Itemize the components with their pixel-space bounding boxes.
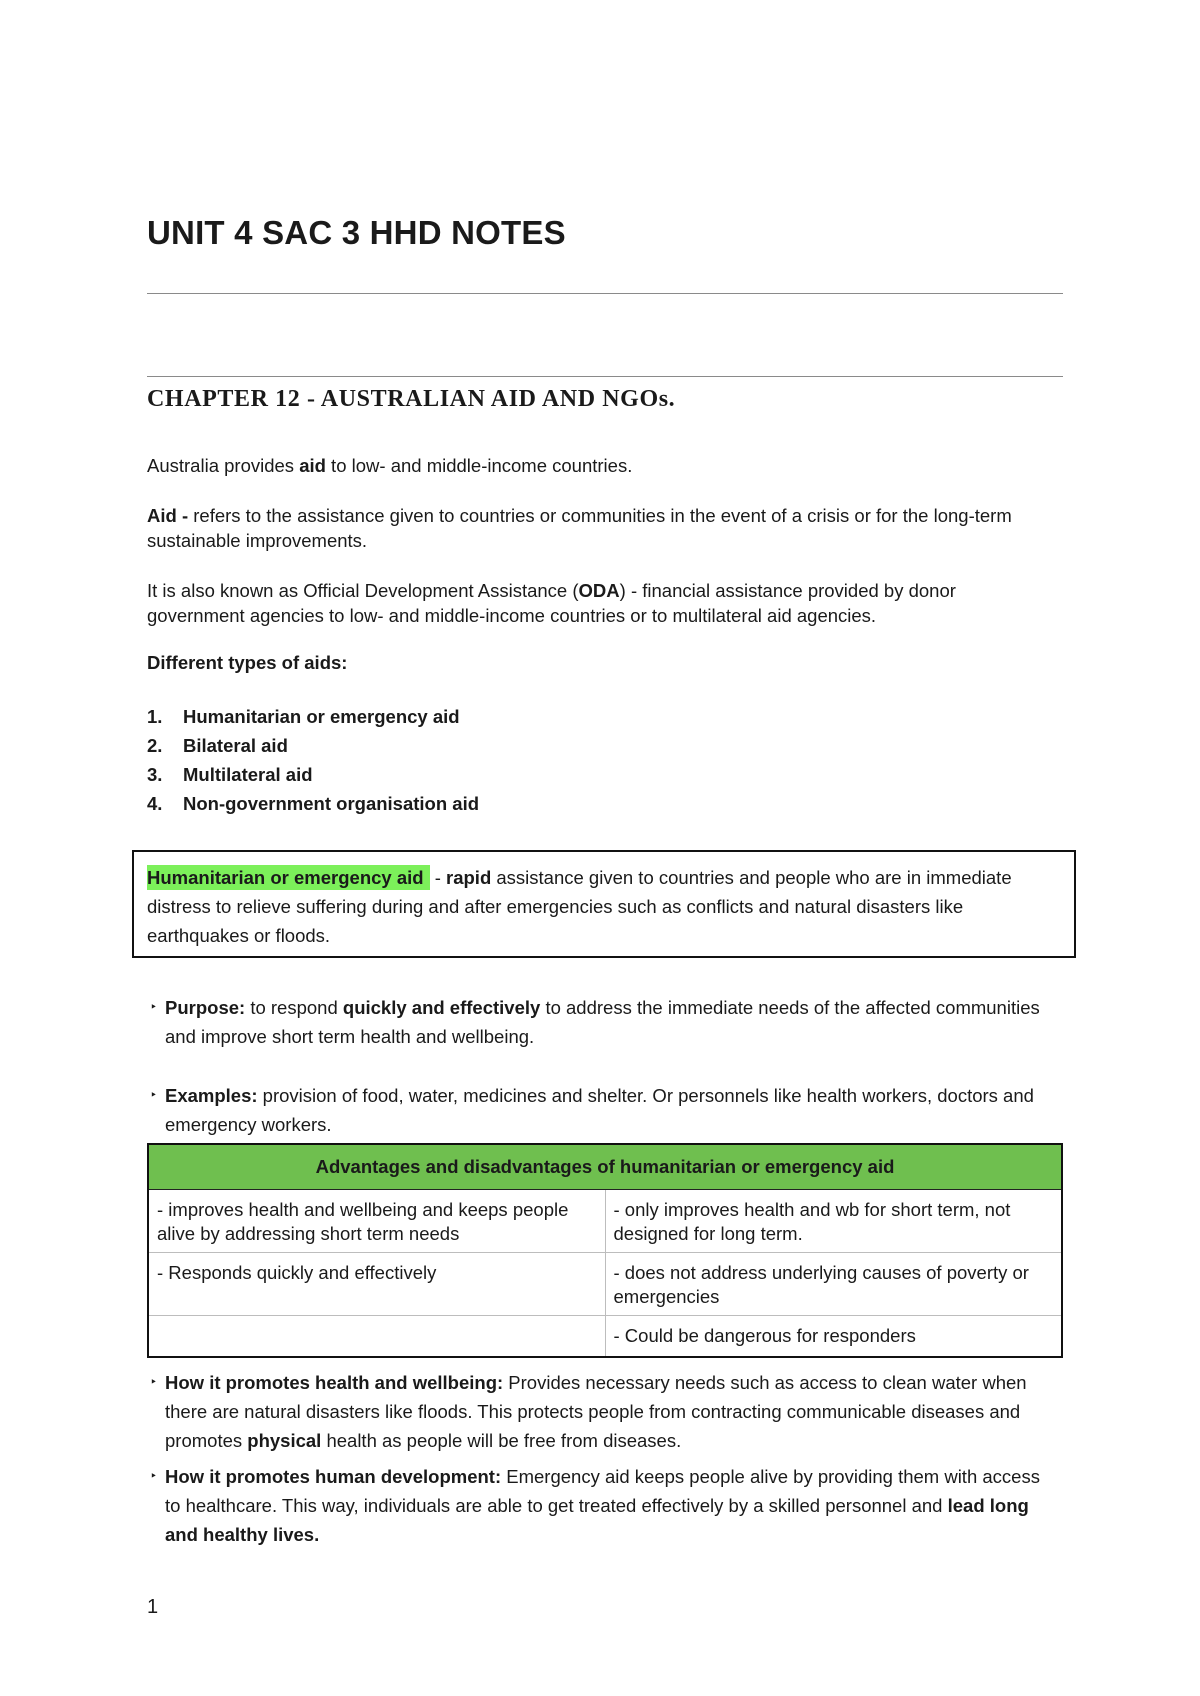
table-row (148, 1190, 1062, 1253)
purpose-label: Purpose: (165, 997, 246, 1018)
advantage-cell: - improves health and wellbeing and keeps people alive by addressing short term needs (148, 1190, 605, 1253)
bullet-arrow-icon: ‣ (150, 1469, 158, 1483)
aid-keyword: aid (299, 455, 326, 476)
list-item: 2. Bilateral aid (147, 735, 288, 756)
chapter-heading: CHAPTER 12 - AUSTRALIAN AID AND NGOs. (147, 386, 676, 412)
page-number: 1 (147, 1596, 159, 1618)
oda-definition: It is also known as Official Development Assistance (ODA) - financial assistance provided by donor government agencies to low- and middle-income countries or to multilateral aid agencies. (147, 580, 956, 626)
list-item: 4. Non-government organisation aid (147, 793, 480, 814)
disadvantage-cell: - does not address underlying causes of poverty or emergencies (605, 1253, 1062, 1316)
list-item: 3. Multilateral aid (147, 764, 313, 785)
advantage-cell (148, 1316, 605, 1358)
health-wellbeing-bullet: ‣ How it promotes health and wellbeing: Provides necessary needs such as access to clean water when there are natural disasters like floods. This protects people from contracting communicable diseases and promotes physical health as people will be free from diseases. (150, 1368, 1050, 1455)
rapid-keyword: rapid (446, 867, 492, 888)
list-item: 1. Humanitarian or emergency aid (147, 706, 460, 727)
human-development-bullet: ‣ How it promotes human development: Emergency aid keeps people alive by providing them with access to healthcare. This way, individuals are able to get treated effectively by a skilled personnel and lead long and healthy lives. (150, 1462, 1050, 1549)
human-development-label: How it promotes human development: (165, 1466, 502, 1487)
table-row (148, 1316, 1062, 1358)
disadvantage-cell: - Could be dangerous for responders (605, 1316, 1062, 1358)
title-divider (147, 293, 1063, 294)
examples-bullet: ‣ Examples: provision of food, water, medicines and shelter. Or personnels like health workers, doctors and emergency workers. (150, 1081, 1050, 1139)
aid-term: Aid - (147, 505, 189, 526)
bullet-arrow-icon: ‣ (150, 1088, 158, 1102)
purpose-bullet: ‣ Purpose: to respond quickly and effectively to address the immediate needs of the affected communities and improve short term health and wellbeing. (150, 993, 1050, 1051)
disadvantage-cell: - only improves health and wb for short term, not designed for long term. (605, 1190, 1062, 1253)
highlighted-term: Humanitarian or emergency aid (147, 865, 430, 890)
intro-paragraph: Australia provides aid to low- and middle-income countries. (147, 455, 633, 476)
humanitarian-definition-box: Humanitarian or emergency aid - rapid assistance given to countries and people who are in immediate distress to relieve suffering during and after emergencies such as conflicts and natural disasters like earthquakes or floods. (132, 850, 1076, 958)
examples-label: Examples: (165, 1085, 258, 1106)
chapter-divider (147, 376, 1063, 377)
advantages-table (147, 1143, 1063, 1358)
health-wellbeing-label: How it promotes health and wellbeing: (165, 1372, 504, 1393)
table-header: Advantages and disadvantages of humanitarian or emergency aid (148, 1144, 1062, 1190)
bullet-arrow-icon: ‣ (150, 1000, 158, 1014)
aid-definition: Aid - refers to the assistance given to countries or communities in the event of a crisis or for the long-term sustainable improvements. (147, 505, 1012, 551)
aid-types-list (147, 704, 479, 820)
types-heading: Different types of aids: (147, 652, 348, 673)
oda-term: ODA (578, 580, 620, 601)
bullet-arrow-icon: ‣ (150, 1375, 158, 1389)
table-row (148, 1253, 1062, 1316)
advantage-cell: - Responds quickly and effectively (148, 1253, 605, 1316)
document-title: UNIT 4 SAC 3 HHD NOTES (147, 214, 566, 251)
